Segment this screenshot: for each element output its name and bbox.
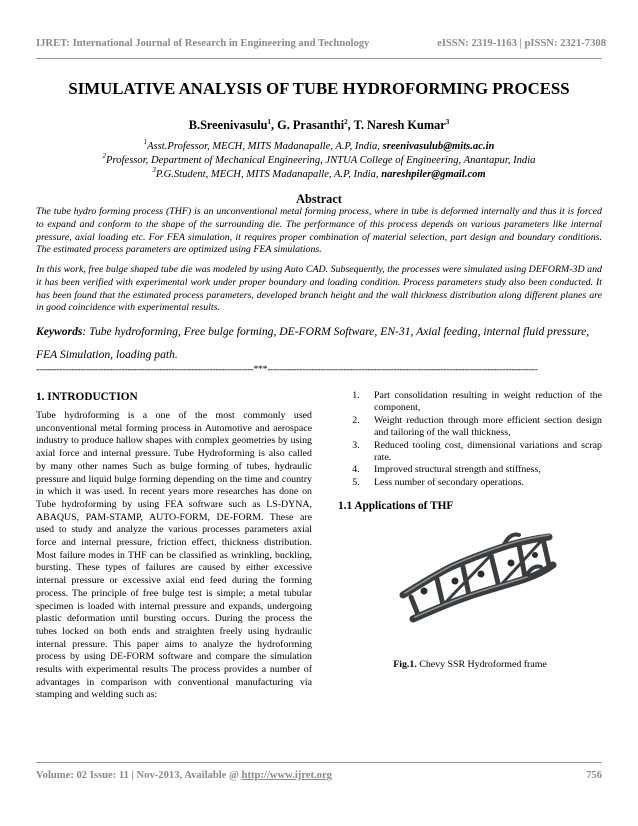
email-link[interactable]: nareshpiler@gmail.com <box>381 169 486 180</box>
section-heading-introduction: 1. INTRODUCTION <box>36 391 138 403</box>
page-number: 756 <box>586 770 602 781</box>
section-separator: --------------------------------------------------------------------------***-------------------------------------------------------------------------------------------- <box>36 364 538 375</box>
abstract-paragraph-1: The tube hydro forming process (THF) is an unconventional metal forming process, where in tube is deformed internally and thus it is forced to expand and conform to the shape of the surrounding die. The performance of this process depends on various parameters like internal pressure, axial loading etc. For FEA simulation, it requires proper combination of material selection, part design and boundary conditions. The estimated process parameters are optimized using FEA simulations. <box>36 206 602 256</box>
email-link[interactable]: sreenivasulub@mits.ac.in <box>382 141 495 152</box>
abstract-paragraph-2: In this work, free bulge shaped tube die was modeled by using Auto CAD. Subsequently, the processes were simulated using DEFORM-3D and it has been verified with experimental work under proper boundary and loading condition. Process parameters study also been conducted. It has been found that the estimated process parameters, developed branch height and the wall thickness distribution along different planes are in good coincidence with experimental results. <box>36 264 602 314</box>
figure-label: Fig.1. <box>393 659 417 670</box>
list-item: 1. Part consolidation resulting in weight reduction of the component, <box>352 390 602 414</box>
section-heading-applications: 1.1 Applications of THF <box>338 500 454 512</box>
keywords-label: Keywords <box>36 325 83 338</box>
affiliation-2: $^2$Professor, Department of Mechanical Engineering, JNTUA College of Engineering, Anantapur, India <box>102 152 536 166</box>
issn: eISSN: 2319-1163 | pISSN: 2321-7308 <box>437 38 606 49</box>
figure-caption: Fig.1. Chevy SSR Hydroformed frame <box>393 659 547 670</box>
list-item: 3. Reduced tooling cost, dimensional variations and scrap rate. <box>352 439 602 464</box>
author-name: G. Prasanthi <box>277 118 345 132</box>
list-item: 2. Weight reduction through more efficient section design and tailoring of the wall thickness, <box>352 414 602 439</box>
footer-volume: Volume: 02 Issue: 11 | Nov-2013, Available @ http://www.ijret.org <box>36 770 332 781</box>
list-item: 5. Less number of secondary operations. <box>352 476 525 488</box>
figure-hydroformed-frame <box>391 519 563 638</box>
header-rule <box>36 58 602 59</box>
paper-title: SIMULATIVE ANALYSIS OF TUBE HYDROFORMING PROCESS <box>68 79 570 98</box>
advantages-list <box>338 390 602 489</box>
running-footer <box>36 770 602 781</box>
abstract-heading: Abstract <box>296 192 342 206</box>
author-name: B.Sreenivasulu <box>188 118 268 132</box>
list-item: 4. Improved structural strength and stiffness, <box>352 464 541 476</box>
keywords: Keywords: Tube hydroforming, Free bulge forming, DE-FORM Software, EN-31, Axial feeding, internal fluid pressure, FEA Simulation, loading path. <box>36 325 590 361</box>
author-name: T. Naresh Kumar <box>353 118 446 132</box>
introduction-body: Tube hydroforming is a one of the most commonly used unconventional metal forming process in Automotive and aerospace industry to produce hallow shapes with complex geometries by using axial force and internal pressure. Tube Hydroforming is also called by many other names Such as bulge forming of tubes, hydraulic pressure and liquid bulge forming depending on the time and country in which it was used. In recent years more researches has done on Tube hydroforming by using FEA software such as LS-DYNA, ABAQUS, PAM-STAMP, AUTO-FORM, DE-FORM. These are used to study and analyze the various processes parameters axial force and internal pressure, friction effect, thickness distribution. Most failure modes in THF can be classified as wrinkling, buckling, bursting. These types of failures are caused by either excessive internal pressure or excessive axial end feed during the forming process. The principle of free bulge test is simple; a metal tubular specimen is loaded with internal pressure and expands, undergoing plastic deformation until bursting occurs. During the process the tubes locked on both ends and straighten freely using hydraulic internal pressure. This paper aims to analyze the hydroforming process by using DE-FORM software and compare the simulation results with experimental results The process provides a number of advantages in comparison with conventional manufacturing via stamping and welding such as: <box>36 410 312 701</box>
affiliation-1: $^1$Asst.Professor, MECH, MITS Madanapalle, A.P, India, sreenivasulub@mits.ac.in <box>143 138 495 152</box>
journal-name: IJRET: International Journal of Research in Engineering and Technology <box>36 38 370 49</box>
running-header <box>36 38 606 49</box>
footer-rule <box>36 762 602 763</box>
journal-link[interactable]: http://www.ijret.org <box>241 770 332 781</box>
affiliation-3: $^3$P.G.Student, MECH, MITS Madanapalle, A.P, India, nareshpiler@gmail.com <box>152 166 486 180</box>
author-line: B.Sreenivasulu$^1$, G. Prasanthi$^2$, T. Naresh Kumar$^3$ <box>188 118 450 132</box>
